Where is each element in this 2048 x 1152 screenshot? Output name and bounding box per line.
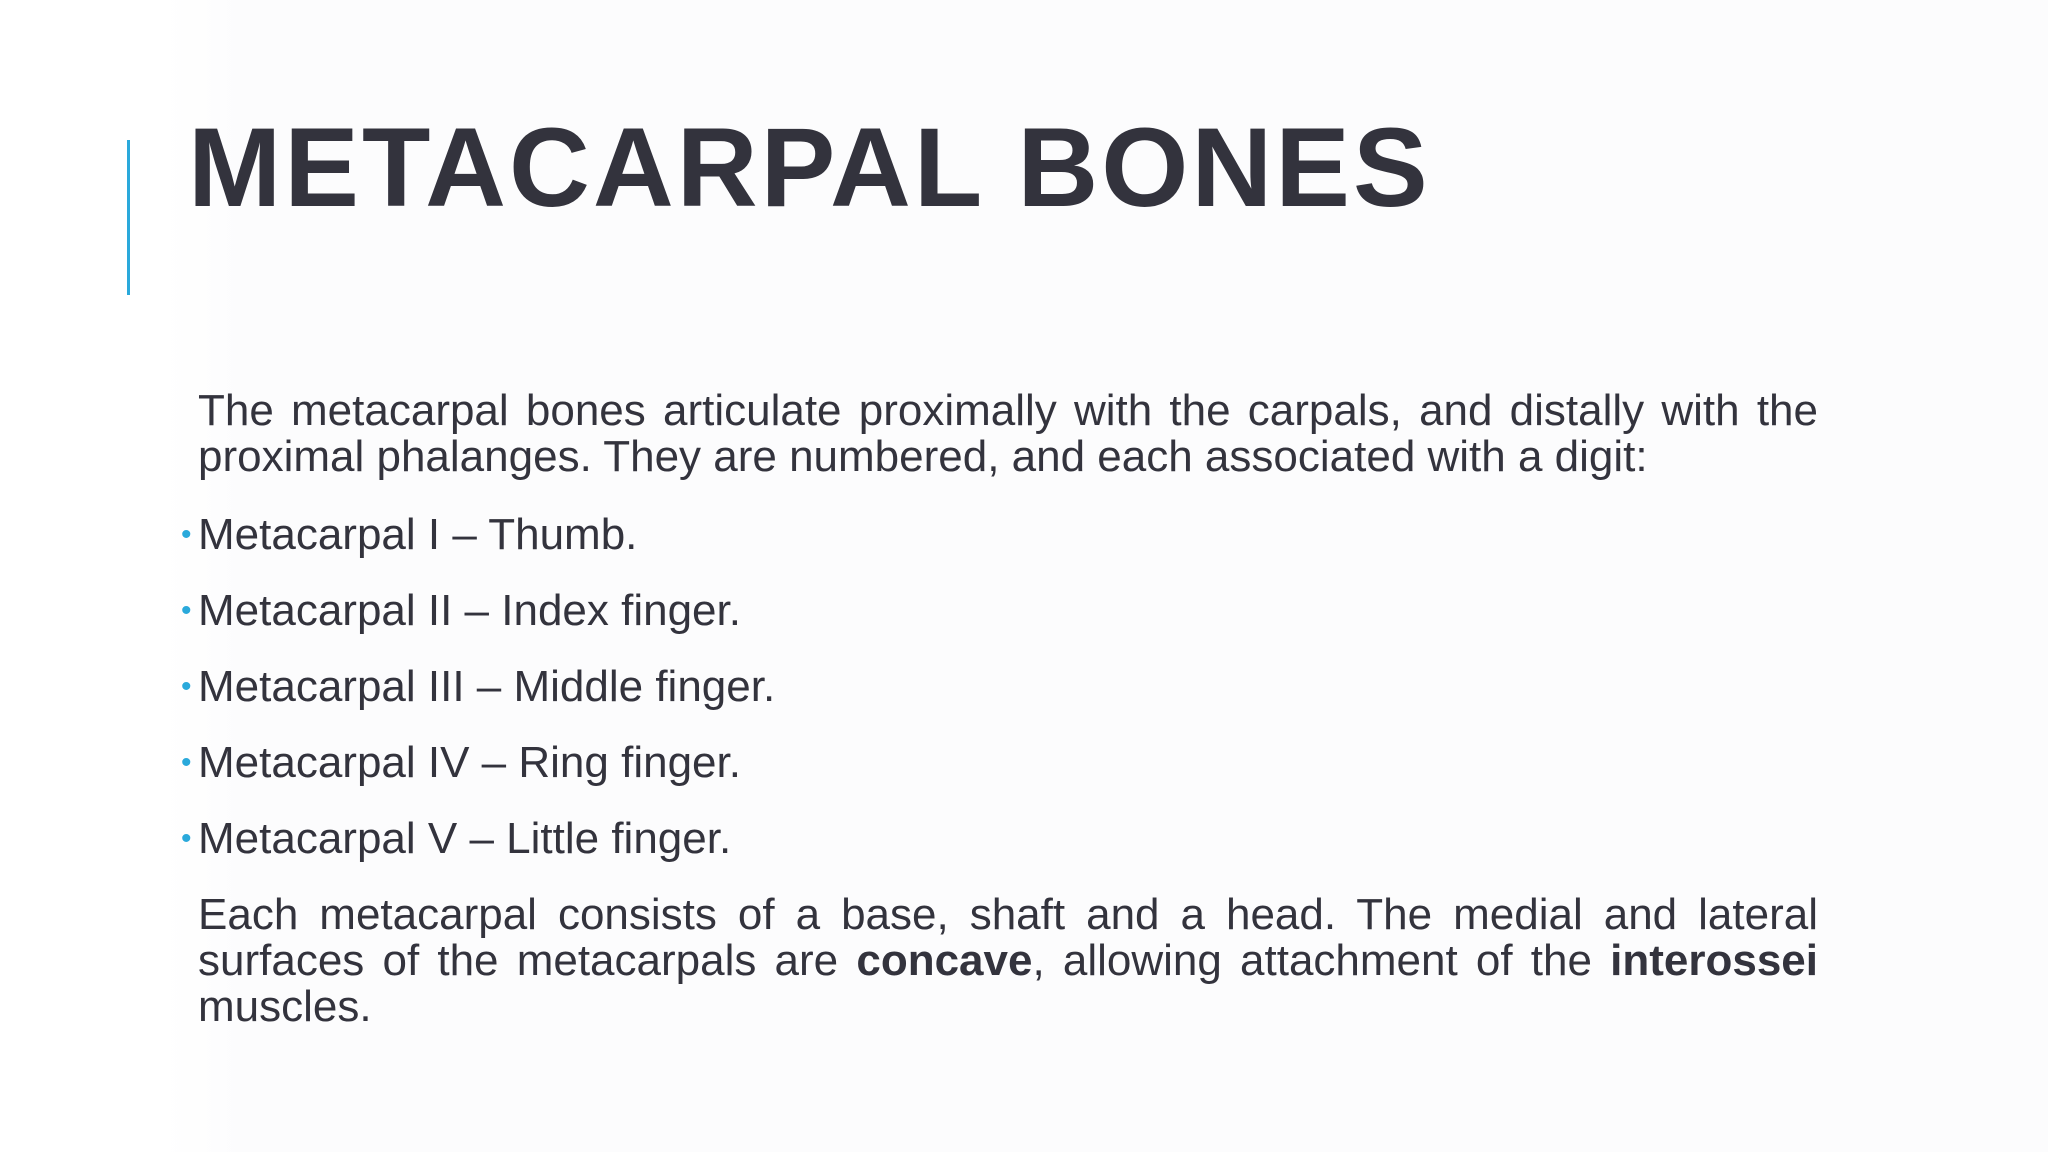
bullet-icon: •: [181, 670, 192, 703]
list-item-text: Metacarpal V – Little finger.: [198, 814, 732, 863]
bullet-icon: •: [181, 746, 192, 779]
term-interossei: interossei: [1610, 936, 1819, 985]
bullet-icon: •: [181, 518, 192, 551]
intro-paragraph: The metacarpal bones articulate proximally with the carpals, and distally with the proximal phalanges. They are numbered, and each associated with a digit:: [198, 386, 1818, 481]
outro-text-3: muscles.: [198, 982, 372, 1031]
outro-text-1: Each metacarpal consists of a base, shaft and a head. The medial and lateral surfaces of the metacarpals are: [198, 890, 1818, 985]
list-item: [181, 814, 1818, 892]
outro-paragraph: [198, 892, 1818, 1030]
list-item-text: Metacarpal I – Thumb.: [198, 510, 638, 559]
list-item-text: Metacarpal II – Index finger.: [198, 586, 741, 635]
list-item: [181, 510, 1818, 588]
list-item-text: Metacarpal IV – Ring finger.: [198, 738, 741, 787]
metacarpal-list: [181, 510, 1818, 892]
bullet-icon: •: [181, 594, 192, 627]
slide-body: [181, 386, 1819, 1031]
list-item-text: Metacarpal III – Middle finger.: [198, 662, 776, 711]
slide-title: METACARPAL BONES: [188, 105, 1431, 230]
list-item: [181, 662, 1818, 740]
outro-text-2: , allowing attachment of the: [1032, 936, 1611, 985]
title-accent-bar: [127, 140, 130, 295]
list-item: [181, 586, 1818, 664]
term-concave: concave: [856, 936, 1033, 985]
list-item: [181, 738, 1818, 816]
bullet-icon: •: [181, 822, 192, 855]
